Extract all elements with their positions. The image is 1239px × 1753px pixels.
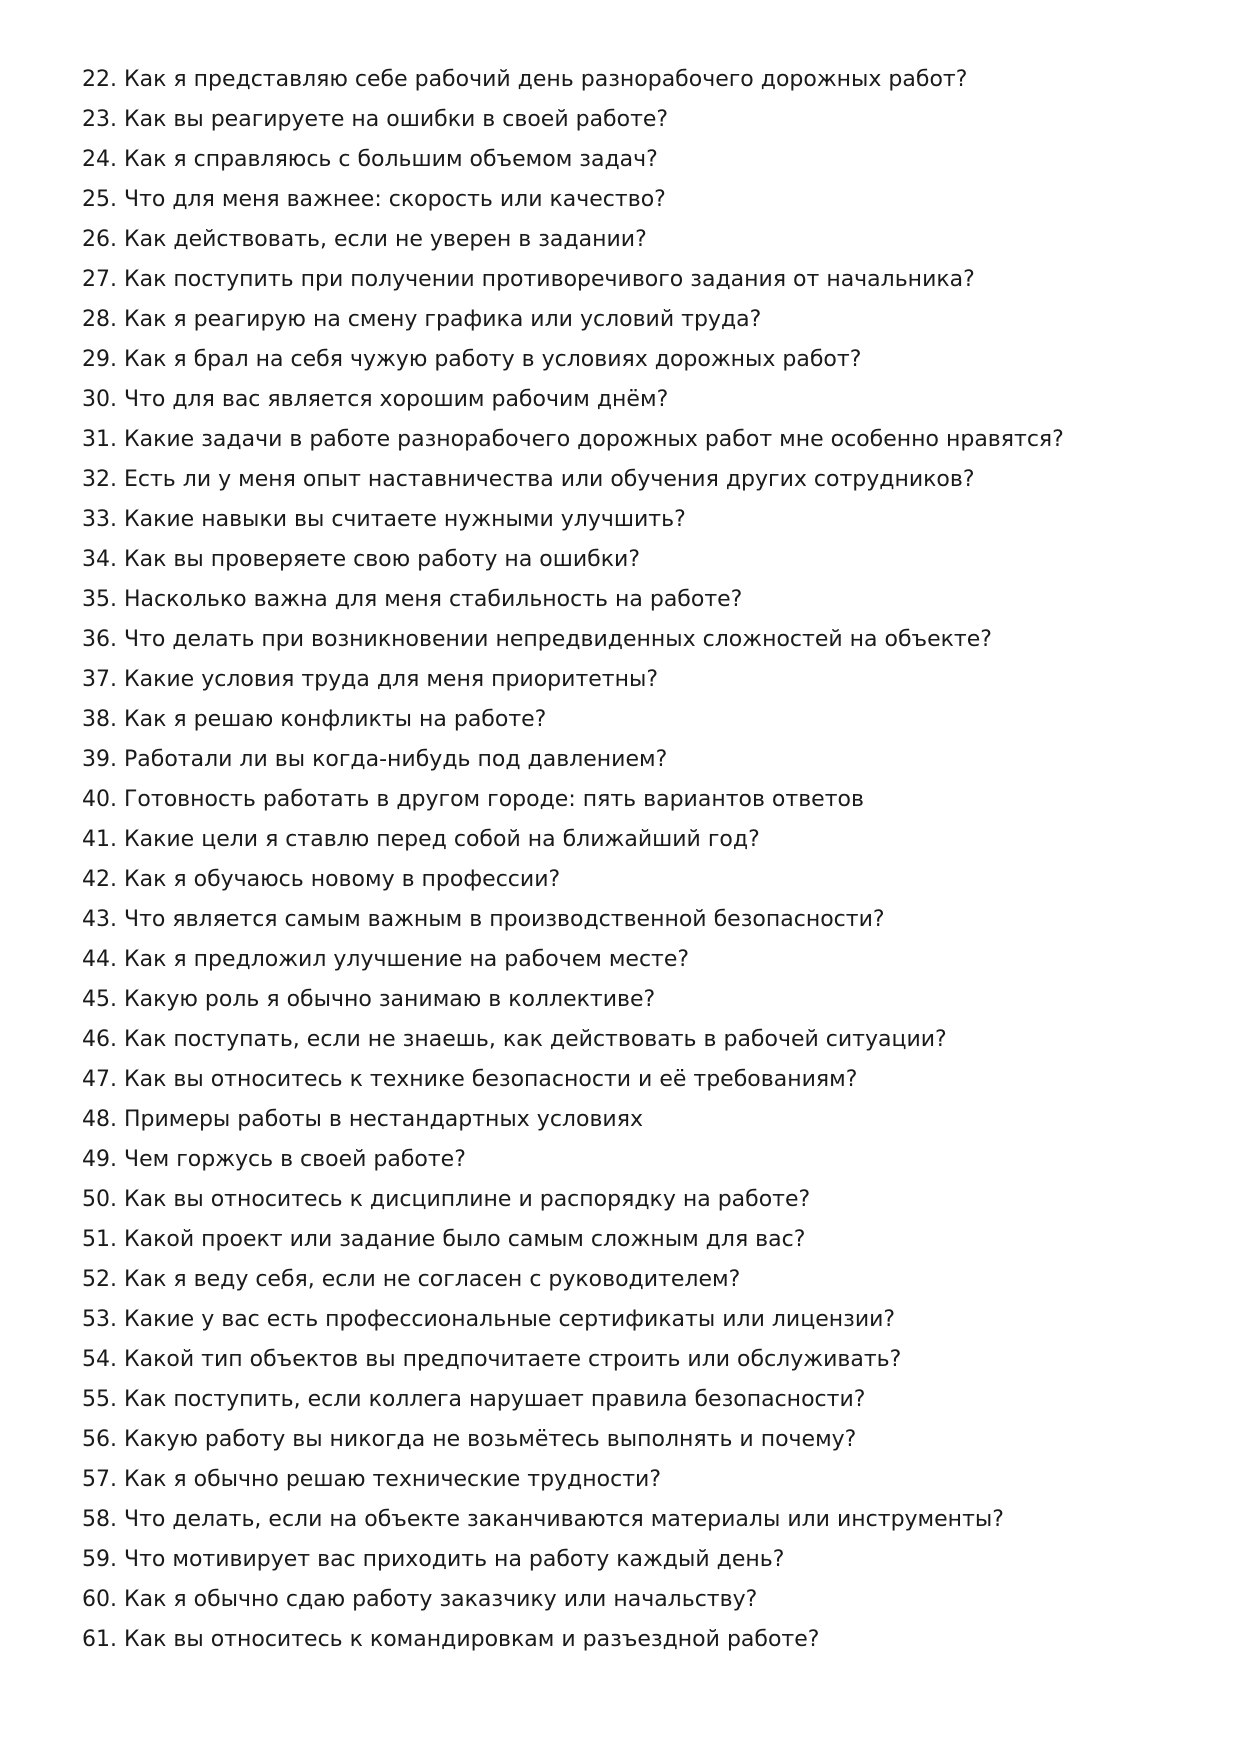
question-item: [82, 260, 1239, 300]
question-number: 49.: [82, 1147, 117, 1172]
question-number: 26.: [82, 227, 117, 252]
question-item: [82, 1340, 1239, 1380]
question-list: [82, 60, 1239, 1660]
question-item: [82, 900, 1239, 940]
question-number: 57.: [82, 1467, 117, 1492]
question-number: 27.: [82, 267, 117, 292]
question-item: [82, 380, 1239, 420]
question-number: 55.: [82, 1387, 117, 1412]
question-text: Как я решаю конфликты на работе?: [124, 707, 547, 732]
question-item: [82, 1620, 1239, 1660]
question-number: 56.: [82, 1427, 117, 1452]
question-text: Какие у вас есть профессиональные сертификаты или лицензии?: [124, 1307, 896, 1332]
question-text: Как я обычно решаю технические трудности?: [124, 1467, 662, 1492]
question-text: Какую работу вы никогда не возьмётесь выполнять и почему?: [124, 1427, 857, 1452]
question-item: [82, 500, 1239, 540]
question-item: [82, 1380, 1239, 1420]
question-item: [82, 1180, 1239, 1220]
question-item: [82, 1540, 1239, 1580]
question-item: [82, 60, 1239, 100]
question-item: [82, 420, 1239, 460]
question-text: Как вы относитесь к командировкам и разъездной работе?: [124, 1627, 820, 1652]
question-number: 29.: [82, 347, 117, 372]
question-text: Как я обычно сдаю работу заказчику или начальству?: [124, 1587, 758, 1612]
question-item: [82, 300, 1239, 340]
question-text: Как поступать, если не знаешь, как действовать в рабочей ситуации?: [124, 1027, 947, 1052]
question-number: 54.: [82, 1347, 117, 1372]
question-number: 53.: [82, 1307, 117, 1332]
question-number: 37.: [82, 667, 117, 692]
question-item: [82, 940, 1239, 980]
question-text: Что мотивирует вас приходить на работу каждый день?: [124, 1547, 785, 1572]
question-item: [82, 220, 1239, 260]
question-item: [82, 1300, 1239, 1340]
question-number: 38.: [82, 707, 117, 732]
question-number: 23.: [82, 107, 117, 132]
question-text: Как вы относитесь к технике безопасности и её требованиям?: [124, 1067, 858, 1092]
question-text: Работали ли вы когда-нибудь под давлением?: [124, 747, 668, 772]
question-item: [82, 180, 1239, 220]
question-number: 41.: [82, 827, 117, 852]
question-number: 43.: [82, 907, 117, 932]
question-number: 33.: [82, 507, 117, 532]
question-number: 25.: [82, 187, 117, 212]
question-text: Чем горжусь в своей работе?: [124, 1147, 466, 1172]
question-item: [82, 780, 1239, 820]
question-item: [82, 660, 1239, 700]
question-text: Какие навыки вы считаете нужными улучшить?: [124, 507, 686, 532]
question-number: 42.: [82, 867, 117, 892]
question-text: Примеры работы в нестандартных условиях: [124, 1107, 643, 1132]
question-item: [82, 1460, 1239, 1500]
question-text: Как я брал на себя чужую работу в условиях дорожных работ?: [124, 347, 862, 372]
question-item: [82, 140, 1239, 180]
question-text: Как поступить, если коллега нарушает правила безопасности?: [124, 1387, 866, 1412]
question-item: [82, 860, 1239, 900]
question-item: [82, 1060, 1239, 1100]
question-text: Как вы проверяете свою работу на ошибки?: [124, 547, 641, 572]
question-text: Какие цели я ставлю перед собой на ближайший год?: [124, 827, 760, 852]
question-text: Как я справляюсь с большим объемом задач?: [124, 147, 658, 172]
question-text: Какой тип объектов вы предпочитаете строить или обслуживать?: [124, 1347, 902, 1372]
question-number: 32.: [82, 467, 117, 492]
question-item: [82, 1100, 1239, 1140]
question-text: Как вы реагируете на ошибки в своей работе?: [124, 107, 669, 132]
question-item: [82, 1140, 1239, 1180]
question-text: Что для вас является хорошим рабочим днём?: [124, 387, 669, 412]
question-number: 59.: [82, 1547, 117, 1572]
question-number: 34.: [82, 547, 117, 572]
question-text: Есть ли у меня опыт наставничества или обучения других сотрудников?: [124, 467, 975, 492]
question-item: [82, 1580, 1239, 1620]
question-number: 31.: [82, 427, 117, 452]
question-number: 35.: [82, 587, 117, 612]
question-item: [82, 1500, 1239, 1540]
question-item: [82, 580, 1239, 620]
question-item: [82, 1260, 1239, 1300]
question-item: [82, 620, 1239, 660]
question-number: 22.: [82, 67, 117, 92]
question-number: 39.: [82, 747, 117, 772]
question-text: Какой проект или задание было самым сложным для вас?: [124, 1227, 806, 1252]
question-text: Насколько важна для меня стабильность на работе?: [124, 587, 743, 612]
question-number: 50.: [82, 1187, 117, 1212]
question-text: Что для меня важнее: скорость или качество?: [124, 187, 666, 212]
question-item: [82, 340, 1239, 380]
question-text: Как я представляю себе рабочий день разнорабочего дорожных работ?: [124, 67, 968, 92]
question-text: Как я предложил улучшение на рабочем месте?: [124, 947, 690, 972]
question-text: Что является самым важным в производственной безопасности?: [124, 907, 885, 932]
question-number: 36.: [82, 627, 117, 652]
question-text: Как поступить при получении противоречивого задания от начальника?: [124, 267, 975, 292]
question-item: [82, 540, 1239, 580]
question-number: 44.: [82, 947, 117, 972]
question-number: 58.: [82, 1507, 117, 1532]
question-text: Какую роль я обычно занимаю в коллективе?: [124, 987, 656, 1012]
question-number: 45.: [82, 987, 117, 1012]
question-number: 47.: [82, 1067, 117, 1092]
question-item: [82, 460, 1239, 500]
question-text: Как вы относитесь к дисциплине и распорядку на работе?: [124, 1187, 811, 1212]
question-number: 52.: [82, 1267, 117, 1292]
question-item: [82, 100, 1239, 140]
question-number: 60.: [82, 1587, 117, 1612]
question-item: [82, 980, 1239, 1020]
question-text: Что делать, если на объекте заканчиваются материалы или инструменты?: [124, 1507, 1004, 1532]
question-number: 40.: [82, 787, 117, 812]
question-item: [82, 740, 1239, 780]
question-text: Какие задачи в работе разнорабочего дорожных работ мне особенно нравятся?: [124, 427, 1064, 452]
question-item: [82, 1420, 1239, 1460]
question-number: 51.: [82, 1227, 117, 1252]
question-number: 28.: [82, 307, 117, 332]
question-number: 61.: [82, 1627, 117, 1652]
question-text: Готовность работать в другом городе: пять вариантов ответов: [124, 787, 864, 812]
question-item: [82, 820, 1239, 860]
question-text: Как действовать, если не уверен в задании?: [124, 227, 647, 252]
question-text: Что делать при возникновении непредвиденных сложностей на объекте?: [124, 627, 992, 652]
question-text: Как я реагирую на смену графика или условий труда?: [124, 307, 762, 332]
question-text: Как я веду себя, если не согласен с руководителем?: [124, 1267, 741, 1292]
question-text: Какие условия труда для меня приоритетны?: [124, 667, 659, 692]
question-number: 30.: [82, 387, 117, 412]
question-item: [82, 1220, 1239, 1260]
question-number: 48.: [82, 1107, 117, 1132]
question-item: [82, 700, 1239, 740]
question-number: 24.: [82, 147, 117, 172]
question-number: 46.: [82, 1027, 117, 1052]
question-text: Как я обучаюсь новому в профессии?: [124, 867, 561, 892]
question-item: [82, 1020, 1239, 1060]
